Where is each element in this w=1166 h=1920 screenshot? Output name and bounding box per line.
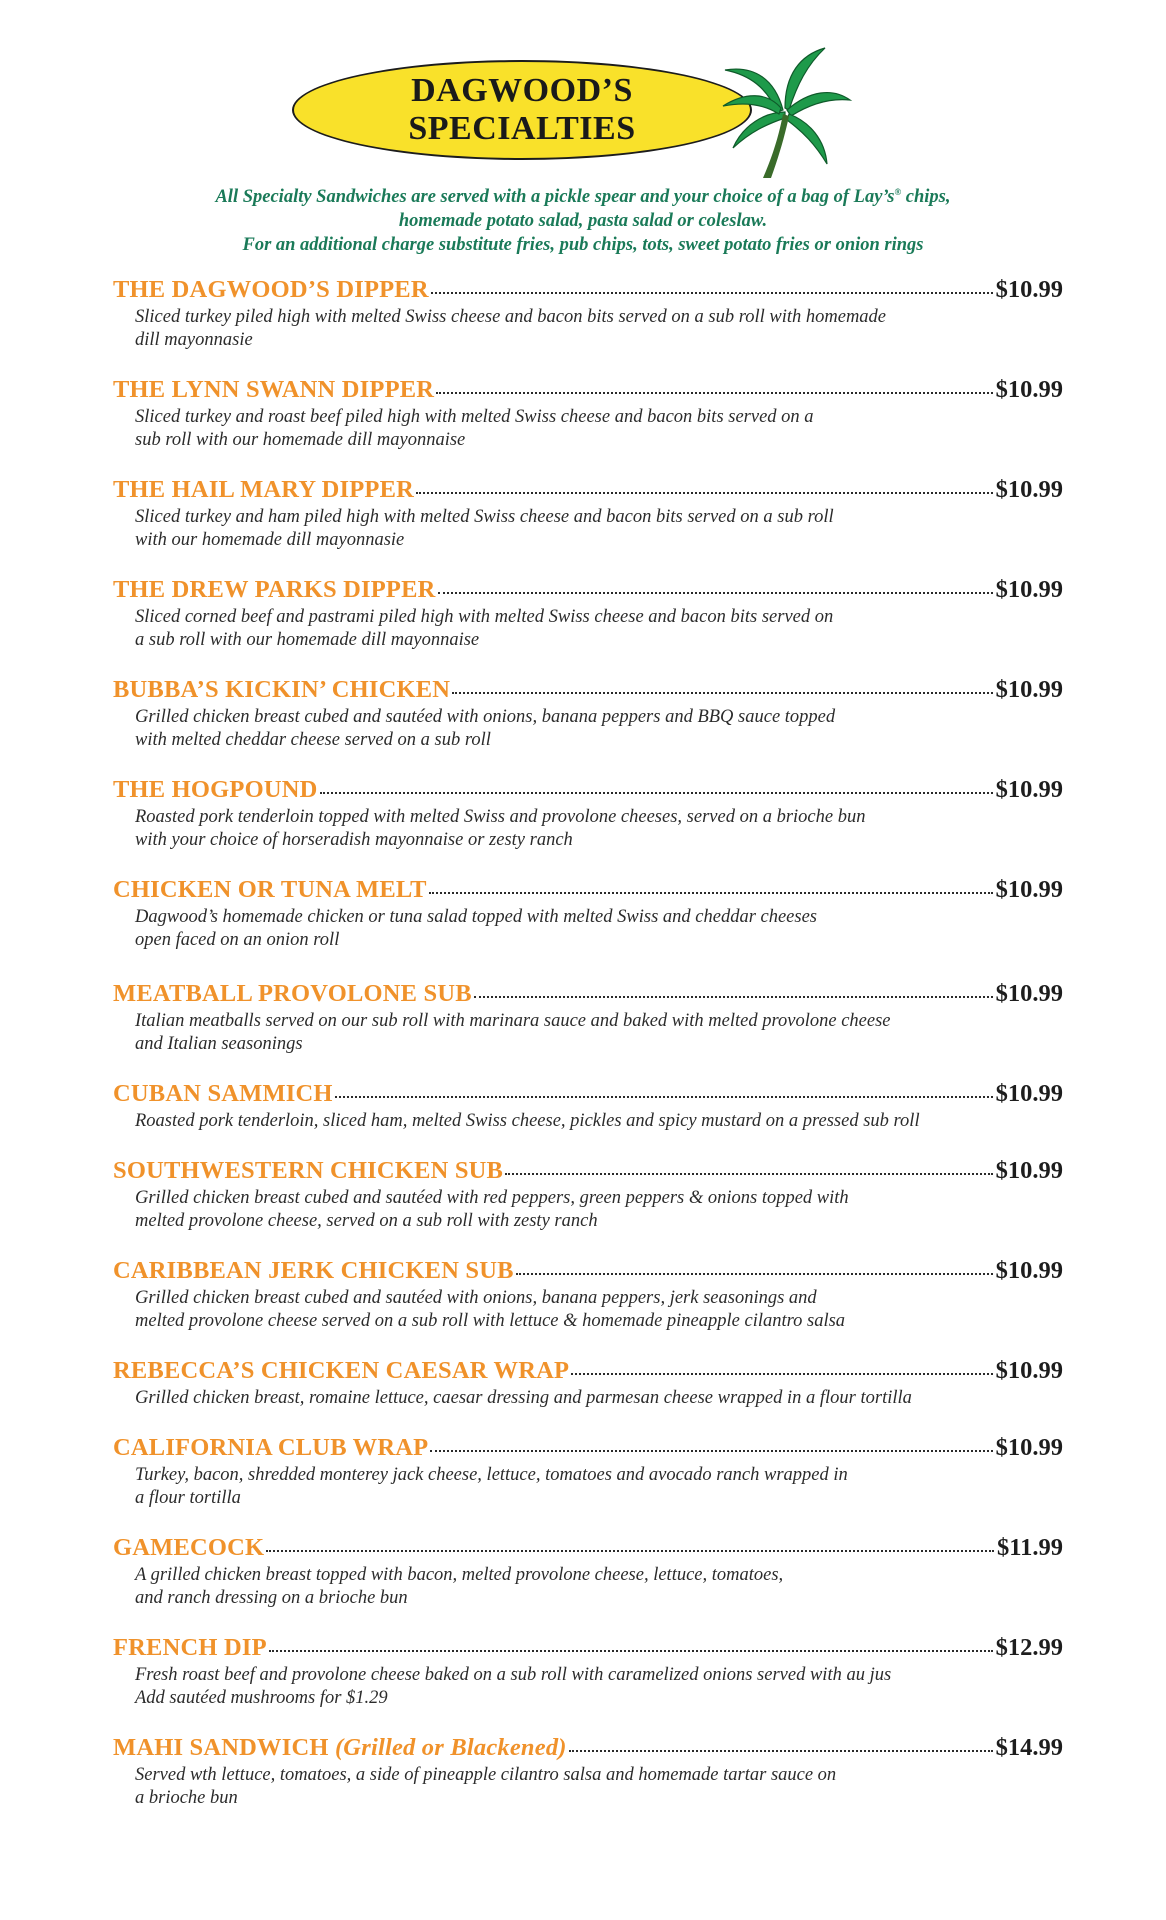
item-description xyxy=(135,906,1063,952)
item-price: $10.99 xyxy=(995,376,1063,403)
menu-item xyxy=(113,980,1063,1056)
menu-item xyxy=(113,376,1063,452)
item-price: $10.99 xyxy=(995,980,1063,1007)
menu-item xyxy=(113,276,1063,352)
menu-item-header xyxy=(113,1534,1063,1564)
dot-leader xyxy=(516,1273,993,1275)
dot-leader xyxy=(266,1550,994,1552)
item-name: BUBBA’S KICKIN’ CHICKEN xyxy=(113,676,451,703)
dot-leader xyxy=(431,292,993,294)
description-line: and ranch dressing on a brioche bun xyxy=(135,1588,408,1608)
dot-leader xyxy=(474,996,993,998)
menu-item xyxy=(113,1357,1063,1410)
menu-item-header xyxy=(113,980,1063,1010)
item-description xyxy=(135,1764,1063,1810)
item-name: GAMECOCK xyxy=(113,1534,265,1561)
menu-item-header xyxy=(113,576,1063,606)
menu-item-header xyxy=(113,1634,1063,1664)
menu-item xyxy=(113,1257,1063,1333)
description-line: open faced on an onion roll xyxy=(135,930,340,950)
description-line: Sliced turkey and ham piled high with melted Swiss cheese and bacon bits served on a sub roll xyxy=(135,507,834,527)
description-line: and Italian seasonings xyxy=(135,1034,303,1054)
description-line: Served wth lettuce, tomatoes, a side of pineapple cilantro salsa and homemade tartar sauce on xyxy=(135,1765,837,1785)
menu-item xyxy=(113,1634,1063,1710)
dot-leader xyxy=(571,1373,992,1375)
description-line: sub roll with our homemade dill mayonnaise xyxy=(135,430,466,450)
menu-item-header xyxy=(113,1734,1063,1764)
item-description xyxy=(135,1664,1063,1710)
item-name: SOUTHWESTERN CHICKEN SUB xyxy=(113,1157,504,1184)
dot-leader xyxy=(436,392,992,394)
dot-leader xyxy=(320,792,993,794)
item-description xyxy=(135,506,1063,552)
menu-item xyxy=(113,1157,1063,1233)
intro-text xyxy=(100,180,1066,257)
description-line: Sliced corned beef and pastrami piled high with melted Swiss cheese and bacon bits served on xyxy=(135,607,834,627)
item-description xyxy=(135,706,1063,752)
item-description xyxy=(135,1010,1063,1056)
dot-leader xyxy=(416,492,993,494)
item-price: $10.99 xyxy=(995,476,1063,503)
item-name: FRENCH DIP xyxy=(113,1634,267,1661)
menu-item-header xyxy=(113,1357,1063,1387)
item-description xyxy=(135,1564,1063,1610)
description-line: A grilled chicken breast topped with bacon, melted provolone cheese, lettuce, tomatoes, xyxy=(135,1565,784,1585)
description-line: melted provolone cheese, served on a sub roll with zesty ranch xyxy=(135,1211,598,1231)
dot-leader xyxy=(452,692,992,694)
menu-item xyxy=(113,576,1063,652)
description-line: Grilled chicken breast cubed and sautéed with red peppers, green peppers & onions topped with xyxy=(135,1188,849,1208)
item-price: $10.99 xyxy=(995,576,1063,603)
item-price: $10.99 xyxy=(995,1257,1063,1284)
item-name: CALIFORNIA CLUB WRAP xyxy=(113,1434,429,1461)
item-description xyxy=(135,1464,1063,1510)
menu-item xyxy=(113,1080,1063,1133)
item-description xyxy=(135,1287,1063,1333)
description-line: Turkey, bacon, shredded monterey jack cheese, lettuce, tomatoes and avocado ranch wrapped in xyxy=(135,1465,848,1485)
menu-item-header xyxy=(113,876,1063,906)
menu-item-header xyxy=(113,1080,1063,1110)
menu-item xyxy=(113,876,1063,952)
item-price: $10.99 xyxy=(995,776,1063,803)
dot-leader xyxy=(429,892,993,894)
item-price: $10.99 xyxy=(995,276,1063,303)
description-line: Sliced turkey piled high with melted Swiss cheese and bacon bits served on a sub roll with homemade xyxy=(135,307,887,327)
item-name: MAHI SANDWICH (Grilled or Blackened) xyxy=(113,1734,567,1761)
item-name: THE HOGPOUND xyxy=(113,776,318,803)
description-line: a brioche bun xyxy=(135,1788,238,1808)
item-description xyxy=(135,1110,1063,1133)
item-price: $10.99 xyxy=(995,1157,1063,1184)
menu-item-header xyxy=(113,476,1063,506)
item-name: THE LYNN SWANN DIPPER xyxy=(113,376,435,403)
dot-leader xyxy=(505,1173,993,1175)
item-price: $10.99 xyxy=(995,1357,1063,1384)
intro-line-2: homemade potato salad, pasta salad or coleslaw. xyxy=(398,211,768,232)
menu-item xyxy=(113,776,1063,852)
dot-leader xyxy=(269,1650,993,1652)
description-line: with our homemade dill mayonnasie xyxy=(135,530,405,550)
description-line: dill mayonnasie xyxy=(135,330,253,350)
title-line-1: DAGWOOD’S xyxy=(411,72,633,109)
item-name-note: (Grilled or Blackened) xyxy=(334,1734,567,1761)
page-title xyxy=(292,60,752,160)
item-name: CARIBBEAN JERK CHICKEN SUB xyxy=(113,1257,514,1284)
item-description xyxy=(135,406,1063,452)
item-price: $10.99 xyxy=(995,1434,1063,1461)
description-line: Grilled chicken breast cubed and sautéed with onions, banana peppers, jerk seasonings and xyxy=(135,1288,817,1308)
menu-item xyxy=(113,1434,1063,1510)
description-line: Dagwood’s homemade chicken or tuna salad topped with melted Swiss and cheddar cheeses xyxy=(135,907,818,927)
description-line: Roasted pork tenderloin, sliced ham, melted Swiss cheese, pickles and spicy mustard on a pressed sub roll xyxy=(135,1111,920,1131)
menu-item-header xyxy=(113,1257,1063,1287)
menu-header xyxy=(0,30,1166,155)
item-price: $12.99 xyxy=(995,1634,1063,1661)
menu-item xyxy=(113,476,1063,552)
item-description xyxy=(135,1387,1063,1410)
item-name: REBECCA’S CHICKEN CAESAR WRAP xyxy=(113,1357,570,1384)
description-line: Fresh roast beef and provolone cheese baked on a sub roll with caramelized onions served with au jus xyxy=(135,1665,892,1685)
item-description xyxy=(135,606,1063,652)
menu-item-header xyxy=(113,1434,1063,1464)
description-line: Roasted pork tenderloin topped with melted Swiss and provolone cheeses, served on a brioche bun xyxy=(135,807,866,827)
dot-leader xyxy=(335,1096,993,1098)
menu-item-header xyxy=(113,676,1063,706)
description-line: Grilled chicken breast, romaine lettuce, caesar dressing and parmesan cheese wrapped in a flour tortilla xyxy=(135,1388,912,1408)
palm-tree-icon xyxy=(715,40,855,180)
item-description xyxy=(135,306,1063,352)
menu-item-header xyxy=(113,376,1063,406)
item-name: CUBAN SAMMICH xyxy=(113,1080,333,1107)
title-line-2: SPECIALTIES xyxy=(408,110,636,147)
menu-item xyxy=(113,676,1063,752)
item-price: $14.99 xyxy=(995,1734,1063,1761)
item-name: THE DREW PARKS DIPPER xyxy=(113,576,436,603)
item-name: THE HAIL MARY DIPPER xyxy=(113,476,415,503)
description-line: with melted cheddar cheese served on a sub roll xyxy=(135,730,491,750)
item-name: CHICKEN OR TUNA MELT xyxy=(113,876,427,903)
description-line: a flour tortilla xyxy=(135,1488,241,1508)
item-description xyxy=(135,806,1063,852)
intro-line-1: All Specialty Sandwiches are served with a pickle spear and your choice of a bag of Lay’s® chips, xyxy=(215,187,951,208)
item-description xyxy=(135,1187,1063,1233)
description-line: a sub roll with our homemade dill mayonnaise xyxy=(135,630,480,650)
dot-leader xyxy=(438,592,993,594)
description-line: with your choice of horseradish mayonnaise or zesty ranch xyxy=(135,830,573,850)
description-line: Italian meatballs served on our sub roll with marinara sauce and baked with melted provolone cheese xyxy=(135,1011,891,1031)
item-name: MEATBALL PROVOLONE SUB xyxy=(113,980,472,1007)
item-price: $10.99 xyxy=(995,676,1063,703)
menu-item xyxy=(113,1734,1063,1810)
item-price: $11.99 xyxy=(996,1534,1063,1561)
description-line: Sliced turkey and roast beef piled high with melted Swiss cheese and bacon bits served on a xyxy=(135,407,814,427)
menu-item xyxy=(113,1534,1063,1610)
item-price: $10.99 xyxy=(995,1080,1063,1107)
menu-item-header xyxy=(113,776,1063,806)
item-price: $10.99 xyxy=(995,876,1063,903)
dot-leader xyxy=(569,1750,993,1752)
dot-leader xyxy=(430,1450,992,1452)
menu-item-header xyxy=(113,1157,1063,1187)
description-line: melted provolone cheese served on a sub roll with lettuce & homemade pineapple cilantro salsa xyxy=(135,1311,846,1331)
description-line: Grilled chicken breast cubed and sautéed with onions, banana peppers and BBQ sauce topped xyxy=(135,707,836,727)
intro-line-3: For an additional charge substitute fries, pub chips, tots, sweet potato fries or onion rings xyxy=(242,235,924,256)
menu-item-header xyxy=(113,276,1063,306)
description-line: Add sautéed mushrooms for $1.29 xyxy=(135,1688,388,1708)
item-name: THE DAGWOOD’S DIPPER xyxy=(113,276,429,303)
